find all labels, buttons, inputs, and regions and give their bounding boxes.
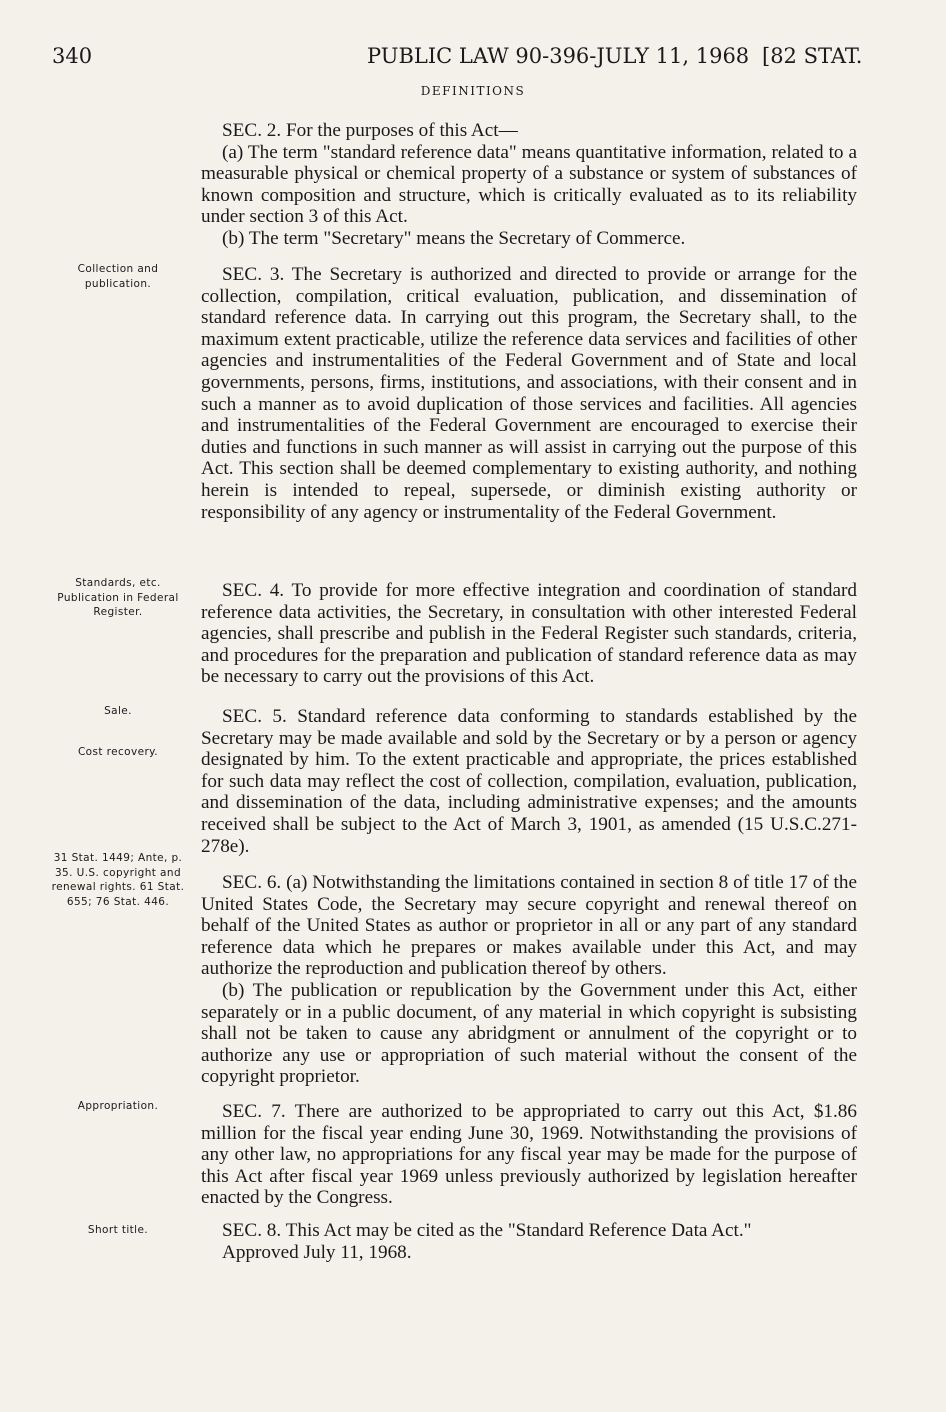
margin-note-sale: Sale. — [104, 705, 132, 717]
margin-note-short-title: Short title. — [87, 1224, 149, 1236]
margin-note-collection: Collection and publication. — [77, 263, 159, 290]
section-heading: DEFINITIONS — [420, 84, 526, 98]
margin-note-cost-recovery: Cost recovery. — [77, 746, 159, 758]
body-block-sec6 — [201, 872, 857, 1088]
margin-note-standards: Standards, etc. Publication in Federal Register. — [57, 577, 179, 618]
margin-note-copyright: 31 Stat. 1449; Ante, p. 35. U.S. copyright and renewal rights. 61 Stat. 655; 76 Stat. 446. — [51, 852, 185, 908]
body-block-sec8 — [201, 1220, 857, 1263]
paragraph-sec3: SEC. 3. The Secretary is authorized and directed to provide or arrange for the collection, compilation, critical evaluation, publication, and dissemination of standard reference data. In carrying out this program, the Secretary shall, to the maximum extent practicable, utilize the reference data services and facilities of other agencies and instrumentalities of the Federal Government and of State and local governments, persons, firms, institutions, and associations, with their consent and in such a manner as to avoid duplication of those services and facilities. All agencies and instrumentalities of the Federal Government are encouraged to exercise their duties and functions in such manner as will assist in carrying out the purpose of this Act. This section shall be deemed complementary to existing authority, and nothing herein is intended to repeal, supersede, or diminish existing authority or responsibility of any agency or instrumentality of the Federal Government. — [201, 264, 857, 523]
running-header-volume: [82 STAT. — [762, 44, 863, 68]
approval-line: Approved July 11, 1968. — [222, 1241, 412, 1263]
paragraph-sec7: SEC. 7. There are authorized to be appropriated to carry out this Act, $1.86 million for the fiscal year ending June 30, 1969. Notwithstanding the provisions of any other law, no appropriations for any fiscal year may be made for the purpose of this Act after fiscal year 1969 unless previously authorized by legislation hereafter enacted by the Congress. — [201, 1101, 857, 1209]
body-block-sec4 — [201, 580, 857, 688]
paragraph-sec6-a: SEC. 6. (a) Notwithstanding the limitations contained in section 8 of title 17 of the United States Code, the Secretary may secure copyright and renewal thereof on behalf of the United States as author or proprietor in all or any part of any standard reference data which he prepares or makes available under this Act, and may authorize the reproduction and publication thereof by others. — [201, 872, 857, 980]
running-header-title: PUBLIC LAW 90-396-JULY 11, 1968 — [367, 44, 750, 68]
paragraph-sec2-b: (b) The term "Secretary" means the Secretary of Commerce. — [222, 227, 686, 249]
paragraph-sec6-b: (b) The publication or republication by the Government under this Act, either separately or in a public document, of any material in which copyright is subsisting shall not be taken to cause any abridgment or annulment of the copyright or to authorize any use or appropriation of such material without the consent of the copyright proprietor. — [201, 979, 857, 1088]
body-block-sec3 — [201, 264, 857, 523]
paragraph-sec2-a: (a) The term "standard reference data" means quantitative information, related to a measurable physical or chemical property of a substance or system of substances of known composition and structure, which is critically evaluated as to its reliability under section 3 of this Act. — [201, 141, 857, 228]
body-block-sec7 — [201, 1101, 857, 1209]
body-block-sec5 — [201, 706, 857, 857]
paragraph-sec2: SEC. 2. For the purposes of this Act— — [222, 120, 518, 141]
body-block-definitions — [201, 120, 857, 250]
page-number: 340 — [52, 44, 93, 68]
margin-note-appropriation: Appropriation. — [77, 1100, 159, 1112]
paragraph-sec4: SEC. 4. To provide for more effective integration and coordination of standard reference data activities, the Secretary, in consultation with other interested Federal agencies, shall prescribe and publish in the Federal Register such standards, criteria, and procedures for the preparation and publication of standard reference data as may be necessary to carry out the provisions of this Act. — [201, 580, 857, 688]
paragraph-sec8: SEC. 8. This Act may be cited as the "Standard Reference Data Act." — [222, 1220, 752, 1241]
paragraph-sec5: SEC. 5. Standard reference data conforming to standards established by the Secretary may be made available and sold by the Secretary or by a person or agency designated by him. To the extent practicable and appropriate, the prices established for such data may reflect the cost of collection, compilation, evaluation, publication, and dissemination of the data, including administrative expenses; and the amounts received shall be subject to the Act of March 3, 1901, as amended (15 U.S.C.271-278e). — [201, 706, 857, 857]
